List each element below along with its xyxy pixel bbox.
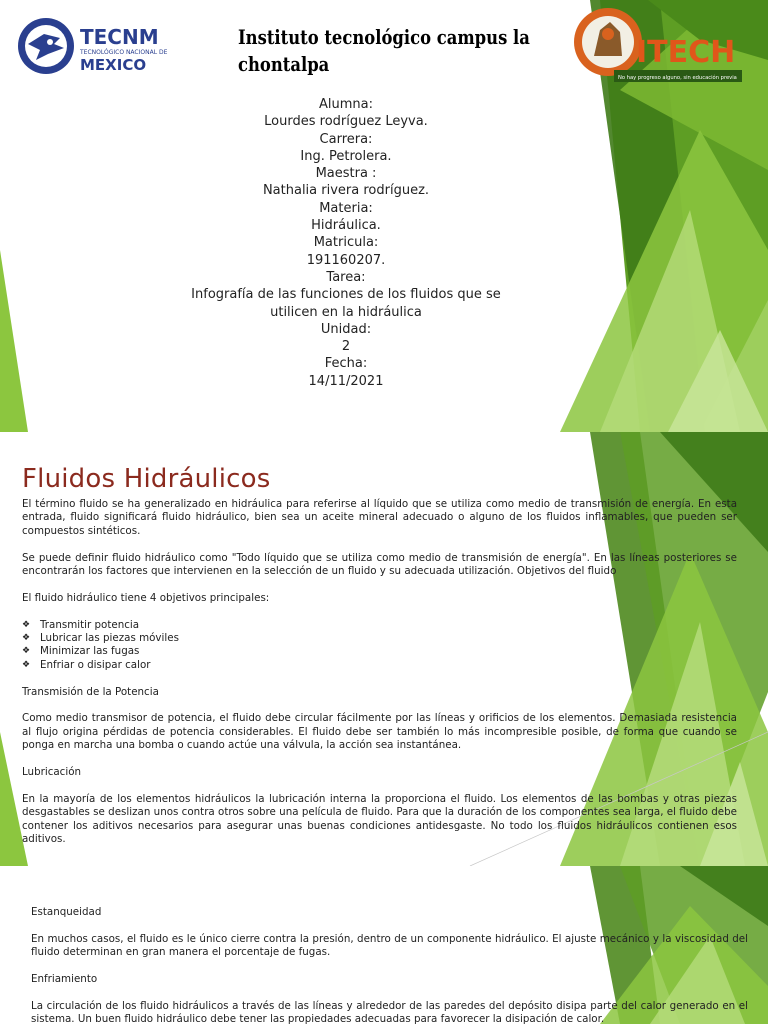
info-line: utilicen en la hidráulica	[270, 304, 422, 320]
paragraph: En la mayoría de los elementos hidráulicos la lubricación interna la proporciona el fluido. Los elementos de las bombas y otras piezas desgastables se deslizan unos contra otros sobre una película de fluido. Para que la duración de los componentes sea larga, el fluido debe contener los aditivos necesarios para asegurar unas buenas condiciones antidesgaste. No todo los fluidos hidráulicos contienen esos aditivos.	[22, 792, 737, 846]
info-line: Fecha:	[324, 356, 368, 372]
diamond-bullet-icon: ❖	[22, 633, 31, 644]
gear-emblem-icon	[574, 8, 642, 76]
paragraph: El término fluido se ha generalizado en hidráulica para referirse al líquido que se utiliza como medio de transmisión de energía. En esta entrada, fluido significará fluido hidráulico, bien sea un aceite mineral adecuado o alguno de los fluidos inflamables, que pueden ser compuestos sintéticos.	[22, 498, 737, 537]
content-slide-fluidos	[0, 432, 768, 866]
diamond-bullet-icon: ❖	[22, 659, 31, 670]
student-info-block	[150, 96, 542, 390]
eagle-gear-icon	[18, 18, 74, 74]
info-line: Alumna:	[319, 97, 373, 112]
itech-logo	[570, 4, 746, 88]
info-line: 191160207.	[306, 252, 386, 268]
subheading: Lubricación	[22, 766, 82, 779]
paragraph: Como medio transmisor de potencia, el fluido debe circular fácilmente por las líneas y orificios de los elementos. Demasiada resistencia al flujo origina pérdidas de potencia considerables. El fluido debe ser también lo más incompresible posible, de forma que cuando se ponga en marcha una bomba o cuando actúe una válvula, la acción sea instantánea.	[22, 712, 737, 752]
svg-text:TECNOLÓGICO NACIONAL DE: TECNOLÓGICO NACIONAL DE	[80, 49, 168, 56]
paragraph: Se puede definir fluido hidráulico como "Todo líquido que se utiliza como medio de transmisión de energía". En las líneas posteriores se encontrarán los factores que intervienen en la selección de un fluido y su adecuada utilización. Objetivos del fluido	[22, 551, 737, 578]
info-line: 14/11/2021	[308, 373, 384, 389]
info-line: Maestra :	[315, 166, 377, 182]
info-line: Carrera:	[319, 131, 373, 147]
info-line: Hidráulica.	[311, 218, 381, 234]
paragraph: La circulación de los fluido hidráulicos a través de las líneas y alrededor de las paredes del depósito disipa parte del calor generado en el sistema. Un buen fluido hidráulico debe tener las propiedades adecuadas para favorecer la disipación de calor.	[31, 999, 748, 1024]
info-line: 2	[341, 339, 351, 355]
subheading: Estanqueidad	[31, 906, 102, 918]
objectives-list	[22, 619, 737, 673]
subheading: Enfriamiento	[31, 973, 98, 985]
subheading: Transmisión de la Potencia	[22, 685, 159, 698]
list-item: ❖ Lubricar las piezas móviles	[22, 632, 179, 645]
list-item: ❖ Minimizar las fugas	[22, 645, 140, 658]
info-line: Matricula:	[313, 235, 379, 251]
content-slide-estanqueidad	[0, 866, 768, 1024]
info-line: Unidad:	[320, 321, 372, 337]
tecnm-logo	[14, 14, 198, 78]
list-item: ❖ Transmitir potencia	[22, 618, 140, 631]
institution-title: Instituto tecnológico campus la chontalpa	[238, 25, 530, 76]
paragraph: En muchos casos, el fluido es le único cierre contra la presión, dentro de un componente hidráulico. El ajuste mecánico y la viscosidad del fluido determinan en gran manera el porcentaje de fugas.	[31, 932, 748, 959]
info-line: Infografía de las funciones de los fluidos que se	[191, 287, 501, 303]
cover-slide	[0, 0, 768, 432]
diamond-bullet-icon: ❖	[22, 619, 31, 630]
info-line: Nathalia rivera rodríguez.	[262, 183, 430, 199]
svg-text:ITECH: ITECH	[636, 35, 736, 70]
svg-text:TECNM: TECNM	[80, 25, 159, 49]
info-line: Materia:	[319, 200, 373, 216]
list-item: ❖ Enfriar o disipar calor	[22, 658, 151, 671]
paragraph: El fluido hidráulico tiene 4 objetivos principales:	[22, 591, 270, 604]
info-line: Ing. Petrolera.	[300, 148, 392, 164]
slide-body-text	[22, 498, 737, 860]
slide-body-text	[31, 906, 748, 1024]
svg-text:MEXICO: MEXICO	[80, 56, 147, 74]
diamond-bullet-icon: ❖	[22, 646, 31, 657]
info-line: Tarea:	[326, 269, 366, 285]
svg-text:No hay progreso alguno, sin ed: No hay progreso alguno, sin educación previa	[618, 75, 737, 81]
info-line: Lourdes rodríguez Leyva.	[264, 114, 428, 130]
slide-heading: Fluidos Hidráulicos	[22, 464, 271, 494]
